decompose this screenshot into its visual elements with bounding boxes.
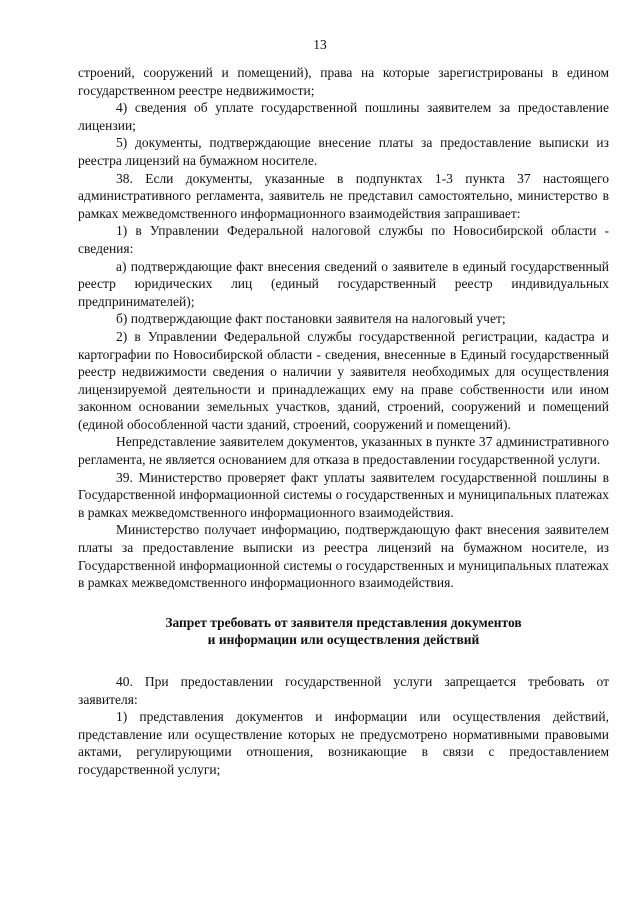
- paragraph: 4) сведения об уплате государственной пошлины заявителем за предоставление лицензии;: [78, 100, 609, 133]
- paragraph: 38. Если документы, указанные в подпунктах 1-3 пункта 37 настоящего административного регламента, заявитель не представил самостоятельно, министерство в рамках межведомственного информационного взаимодействия запрашивает:: [78, 170, 609, 221]
- section-heading-line: Запрет требовать от заявителя представления документов: [165, 614, 522, 630]
- paragraph: 40. При предоставлении государственной услуги запрещается требовать от заявителя:: [78, 674, 609, 707]
- paragraph: Непредставление заявителем документов, указанных в пункте 37 административного регламента, не является основанием для отказа в предоставлении государственной услуги.: [78, 434, 609, 468]
- paragraph: строений, сооружений и помещений), права на которые зарегистрированы в едином государственном реестре недвижимости;: [78, 65, 609, 98]
- paragraph: а) подтверждающие факт внесения сведений о заявителе в единый государственный реестр юридических лиц (единый государственный реестр индивидуальных предпринимателей);: [78, 258, 609, 309]
- section-heading: [78, 614, 609, 649]
- paragraph: б) подтверждающие факт постановки заявителя на налоговый учет;: [116, 311, 506, 327]
- paragraph: 1) в Управлении Федеральной налоговой службы по Новосибирской области - сведения:: [78, 223, 609, 256]
- paragraph: 2) в Управлении Федеральной службы государственной регистрации, кадастра и картографии по Новосибирской области - сведения, внесенные в Единый государственный реестр недвижимости сведения о наличии у заявителя необходимых для осуществления лицензируемой деятельности и принадлежащих ему на праве собственности или ином законном основании земельных участков, зданий, строений, сооружений и помещений (единой обособленной части зданий, строений, сооружений и помещений).: [78, 328, 609, 432]
- paragraph: 39. Министерство проверяет факт уплаты заявителем государственной пошлины в Государственной информационной системы о государственных и муниципальных платежах в рамках межведомственного информационного взаимодействия.: [78, 469, 609, 520]
- paragraph: Министерство получает информацию, подтверждающую факт внесения заявителем платы за предоставление выписки из реестра лицензий на бумажном носителе, из Государственной информационной системы о государственных и муниципальных платежах в рамках межведомственного информационного взаимодействия.: [78, 522, 609, 591]
- paragraphs-bottom: [78, 673, 609, 779]
- paragraphs-top: [78, 64, 609, 592]
- document-body: [78, 64, 609, 779]
- paragraph: 5) документы, подтверждающие внесение платы за предоставление выписки из реестра лицензий на бумажном носителе.: [78, 135, 609, 168]
- section-heading-line: и информации или осуществления действий: [207, 632, 480, 648]
- paragraph: 1) представления документов и информации или осуществления действий, представление или осуществление которых не предусмотрено нормативными правовыми актами, регулирующими отношения, возникающие в связи с предоставлением государственной услуги;: [78, 709, 609, 777]
- page-number: 13: [313, 37, 327, 52]
